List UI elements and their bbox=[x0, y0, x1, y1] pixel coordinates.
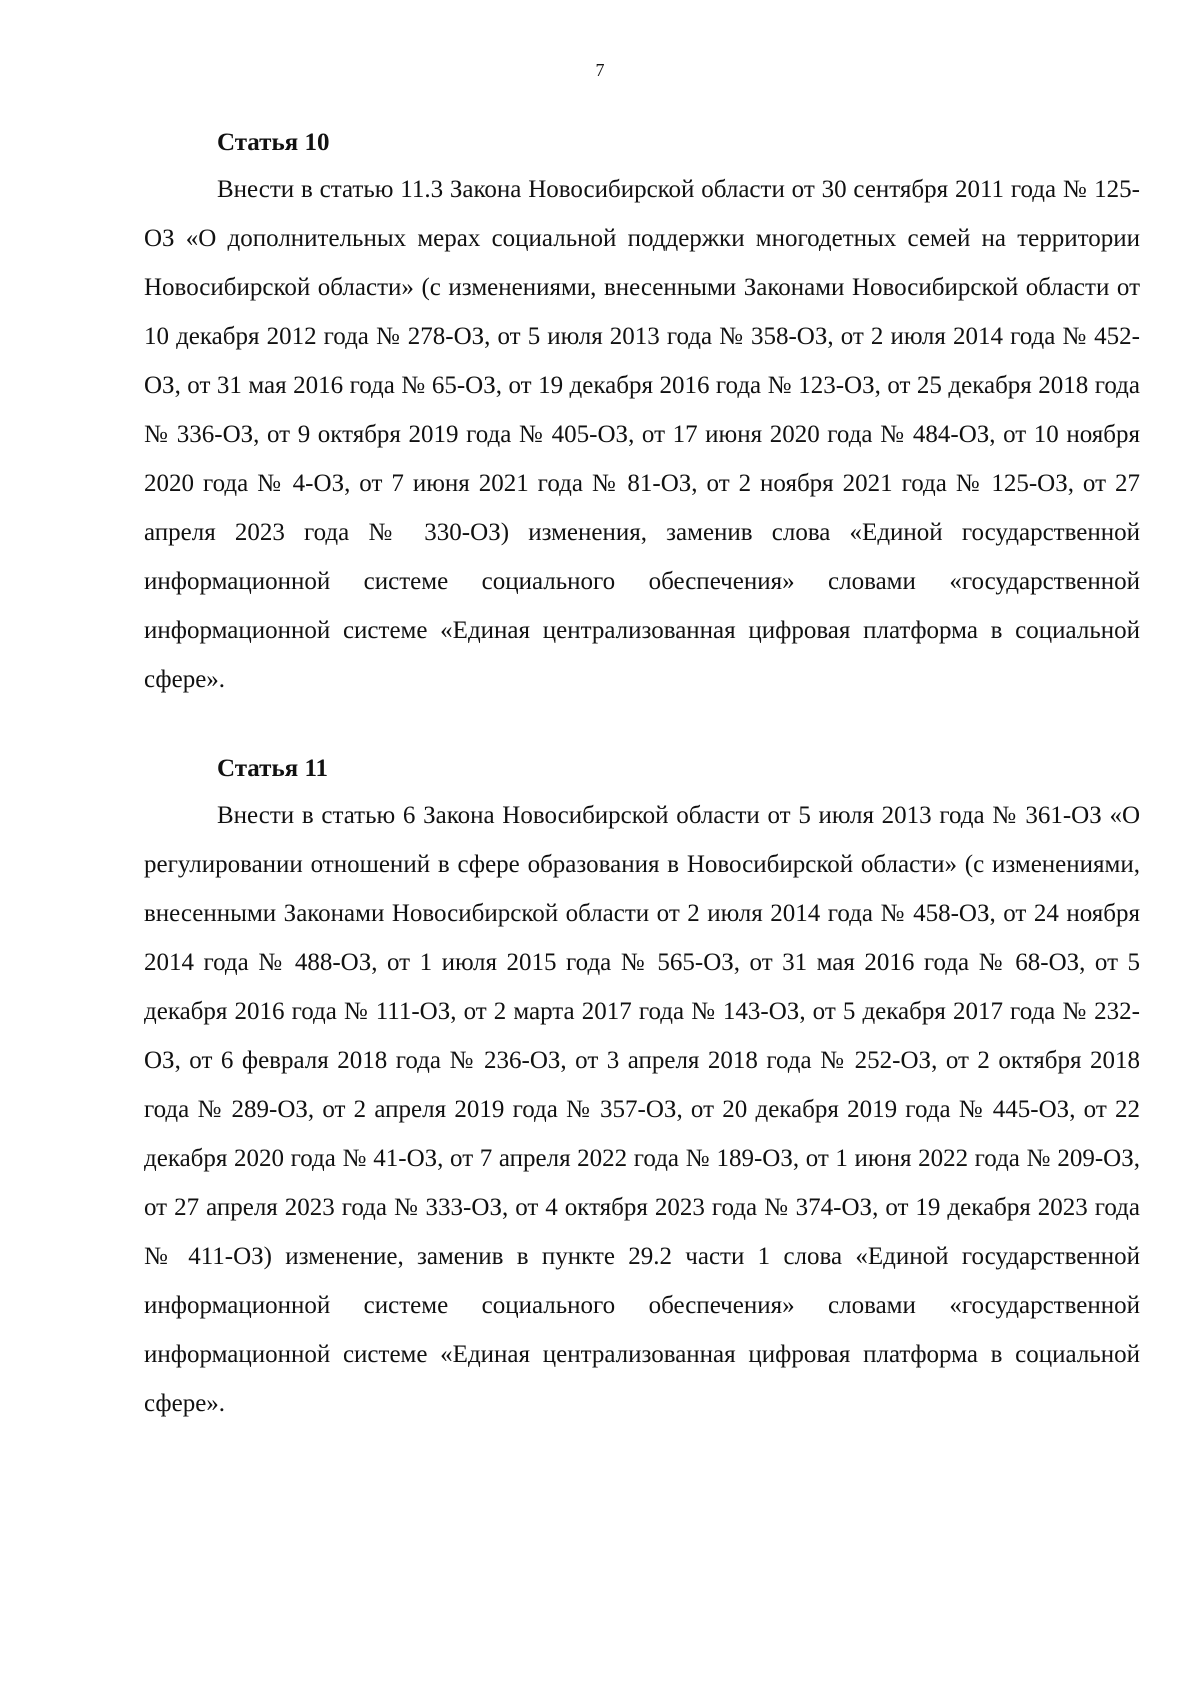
article-heading: Статья 11 bbox=[217, 755, 329, 782]
article-10 bbox=[144, 125, 1140, 704]
article-body: Внести в статью 11.3 Закона Новосибирской области от 30 сентября 2011 года № 125-ОЗ «О дополнительных мерах социальной поддержки многодетных семей на территории Новосибирской области» (с изменениями, внесенными Законами Новосибирской области от 10 декабря 2012 года № 278-ОЗ, от 5 июля 2013 года № 358-ОЗ, от 2 июля 2014 года № 452-ОЗ, от 31 мая 2016 года № 65-ОЗ, от 19 декабря 2016 года № 123-ОЗ, от 25 декабря 2018 года № 336-ОЗ, от 9 октября 2019 года № 405-ОЗ, от 17 июня 2020 года № 484-ОЗ, от 10 ноября 2020 года № 4-ОЗ, от 7 июня 2021 года № 81-ОЗ, от 2 ноября 2021 года № 125-ОЗ, от 27 апреля 2023 года № 330-ОЗ) изменения, заменив слова «Единой государственной информационной системе социального обеспечения» словами «государственной информационной системе «Единая централизованная цифровая платформа в социальной сфере». bbox=[144, 176, 1140, 693]
page-number: 7 bbox=[595, 60, 605, 80]
article-heading: Статья 10 bbox=[217, 129, 330, 156]
article-11 bbox=[144, 751, 1140, 1428]
article-body: Внести в статью 6 Закона Новосибирской области от 5 июля 2013 года № 361-ОЗ «О регулировании отношений в сфере образования в Новосибирской области» (с изменениями, внесенными Законами Новосибирской области от 2 июля 2014 года № 458-ОЗ, от 24 ноября 2014 года № 488-ОЗ, от 1 июля 2015 года № 565-ОЗ, от 31 мая 2016 года № 68-ОЗ, от 5 декабря 2016 года № 111-ОЗ, от 2 марта 2017 года № 143-ОЗ, от 5 декабря 2017 года № 232-ОЗ, от 6 февраля 2018 года № 236-ОЗ, от 3 апреля 2018 года № 252-ОЗ, от 2 октября 2018 года № 289-ОЗ, от 2 апреля 2019 года № 357-ОЗ, от 20 декабря 2019 года № 445-ОЗ, от 22 декабря 2020 года № 41-ОЗ, от 7 апреля 2022 года № 189-ОЗ, от 1 июня 2022 года № 209-ОЗ, от 27 апреля 2023 года № 333-ОЗ, от 4 октября 2023 года № 374-ОЗ, от 19 декабря 2023 года № 411-ОЗ) изменение, заменив в пункте 29.2 части 1 слова «Единой государственной информационной системе социального обеспечения» словами «государственной информационной системе «Единая централизованная цифровая платформа в социальной сфере». bbox=[144, 802, 1140, 1417]
document-content bbox=[144, 125, 1140, 1428]
